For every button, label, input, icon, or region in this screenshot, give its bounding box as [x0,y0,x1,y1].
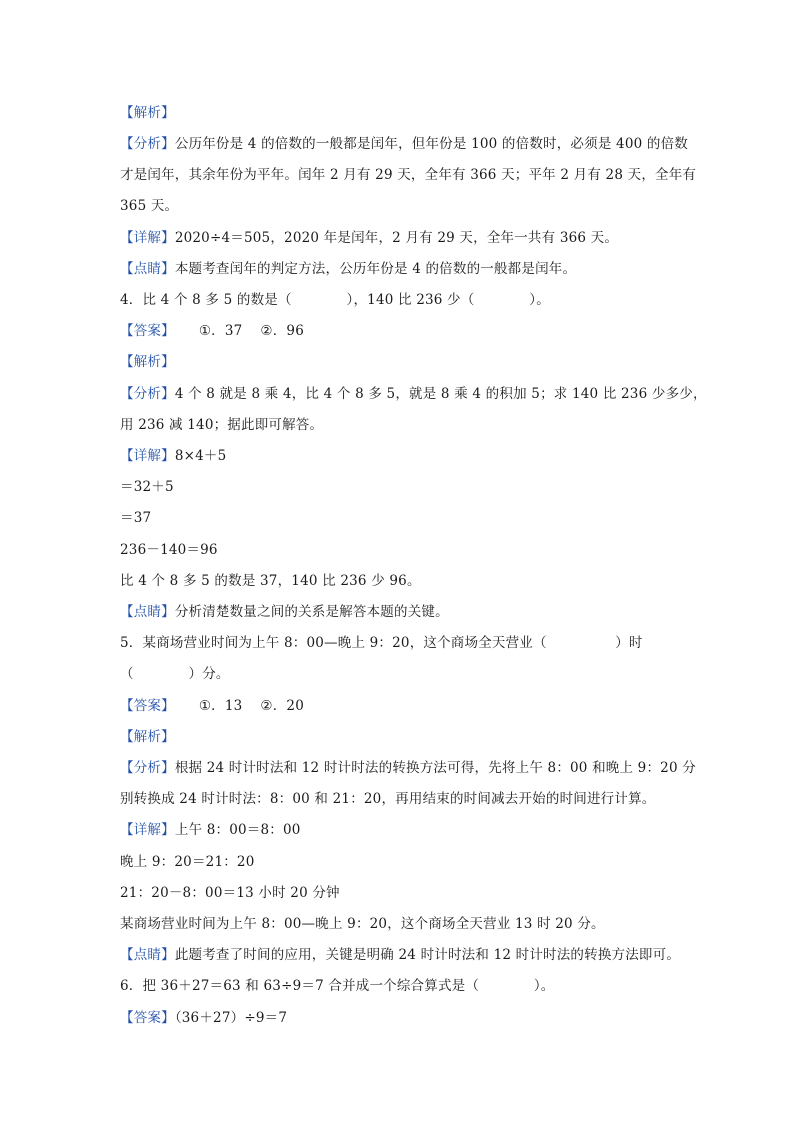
detail-line: 【详解】上午 8：00＝8：00 [120,822,301,838]
detail-line: 【详解】8×4＋5 [120,448,227,464]
answer-line: 【答案】 ①．37 ②．96 [120,323,304,339]
conclusion-line: 比 4 个 8 多 5 的数是 37，140 比 236 少 96。 [120,573,421,589]
analysis-line: 才是闰年，其余年份为平年。闰年 2 月有 29 天，全年有 366 天；平年 2 月有 28 天，全年有 [120,167,697,183]
analysis-line: 用 236 减 140；据此即可解答。 [120,417,324,433]
question-5: 5．某商场营业时间为上午 8：00—晚上 9：20，这个商场全天营业（ ）时 [120,635,643,651]
analysis-line: 365 天。 [120,198,179,214]
question-6: 6．把 36＋27＝63 和 63÷9＝7 合并成一个综合算式是（ ）。 [120,978,555,994]
calc-step: 晚上 9：20＝21：20 [120,854,255,870]
conclusion-line: 某商场营业时间为上午 8：00—晚上 9：20，这个商场全天营业 13 时 20 分。 [120,916,605,932]
calc-step: 21：20－8：00＝13 小时 20 分钟 [120,885,340,901]
analysis-line: 【分析】公历年份是 4 的倍数的一般都是闰年，但年份是 100 的倍数时，必须是 400 的倍数 [120,136,688,152]
answer-line: 【答案】 ①．13 ②．20 [120,698,304,714]
calc-step: 236－140＝96 [120,542,218,558]
analysis-line: 【分析】根据 24 时计时法和 12 时计时法的转换方法可得，先将上午 8：00 和晚上 9：20 分 [120,760,696,776]
analysis-line: 别转换成 24 时计时法：8：00 和 21：20，再用结束的时间减去开始的时间进行计算。 [120,791,656,807]
detail-line: 【详解】2020÷4＝505，2020 年是闰年，2 月有 29 天，全年一共有 366 天。 [120,230,619,246]
jiexi-heading: 【解析】 [120,105,175,121]
comment-line: 【点睛】分析清楚数量之间的关系是解答本题的关键。 [120,604,449,620]
jiexi-heading: 【解析】 [120,354,175,370]
answer-line: 【答案】（36＋27）÷9＝7 [120,1010,288,1026]
comment-line: 【点睛】此题考查了时间的应用，关键是明确 24 时计时法和 12 时计时法的转换方法即可。 [120,947,681,963]
question-5-cont: （ ）分。 [120,666,230,682]
comment-line: 【点睛】本题考查闰年的判定方法，公历年份是 4 的倍数的一般都是闰年。 [120,261,577,277]
calc-step: ＝37 [120,510,152,526]
analysis-line: 【分析】4 个 8 就是 8 乘 4，比 4 个 8 多 5，就是 8 乘 4 的积加 5；求 140 比 236 少多少， [120,386,707,402]
jiexi-heading: 【解析】 [120,729,175,745]
calc-step: ＝32＋5 [120,479,174,495]
question-4: 4．比 4 个 8 多 5 的数是（ ），140 比 236 少（ ）。 [120,292,550,308]
